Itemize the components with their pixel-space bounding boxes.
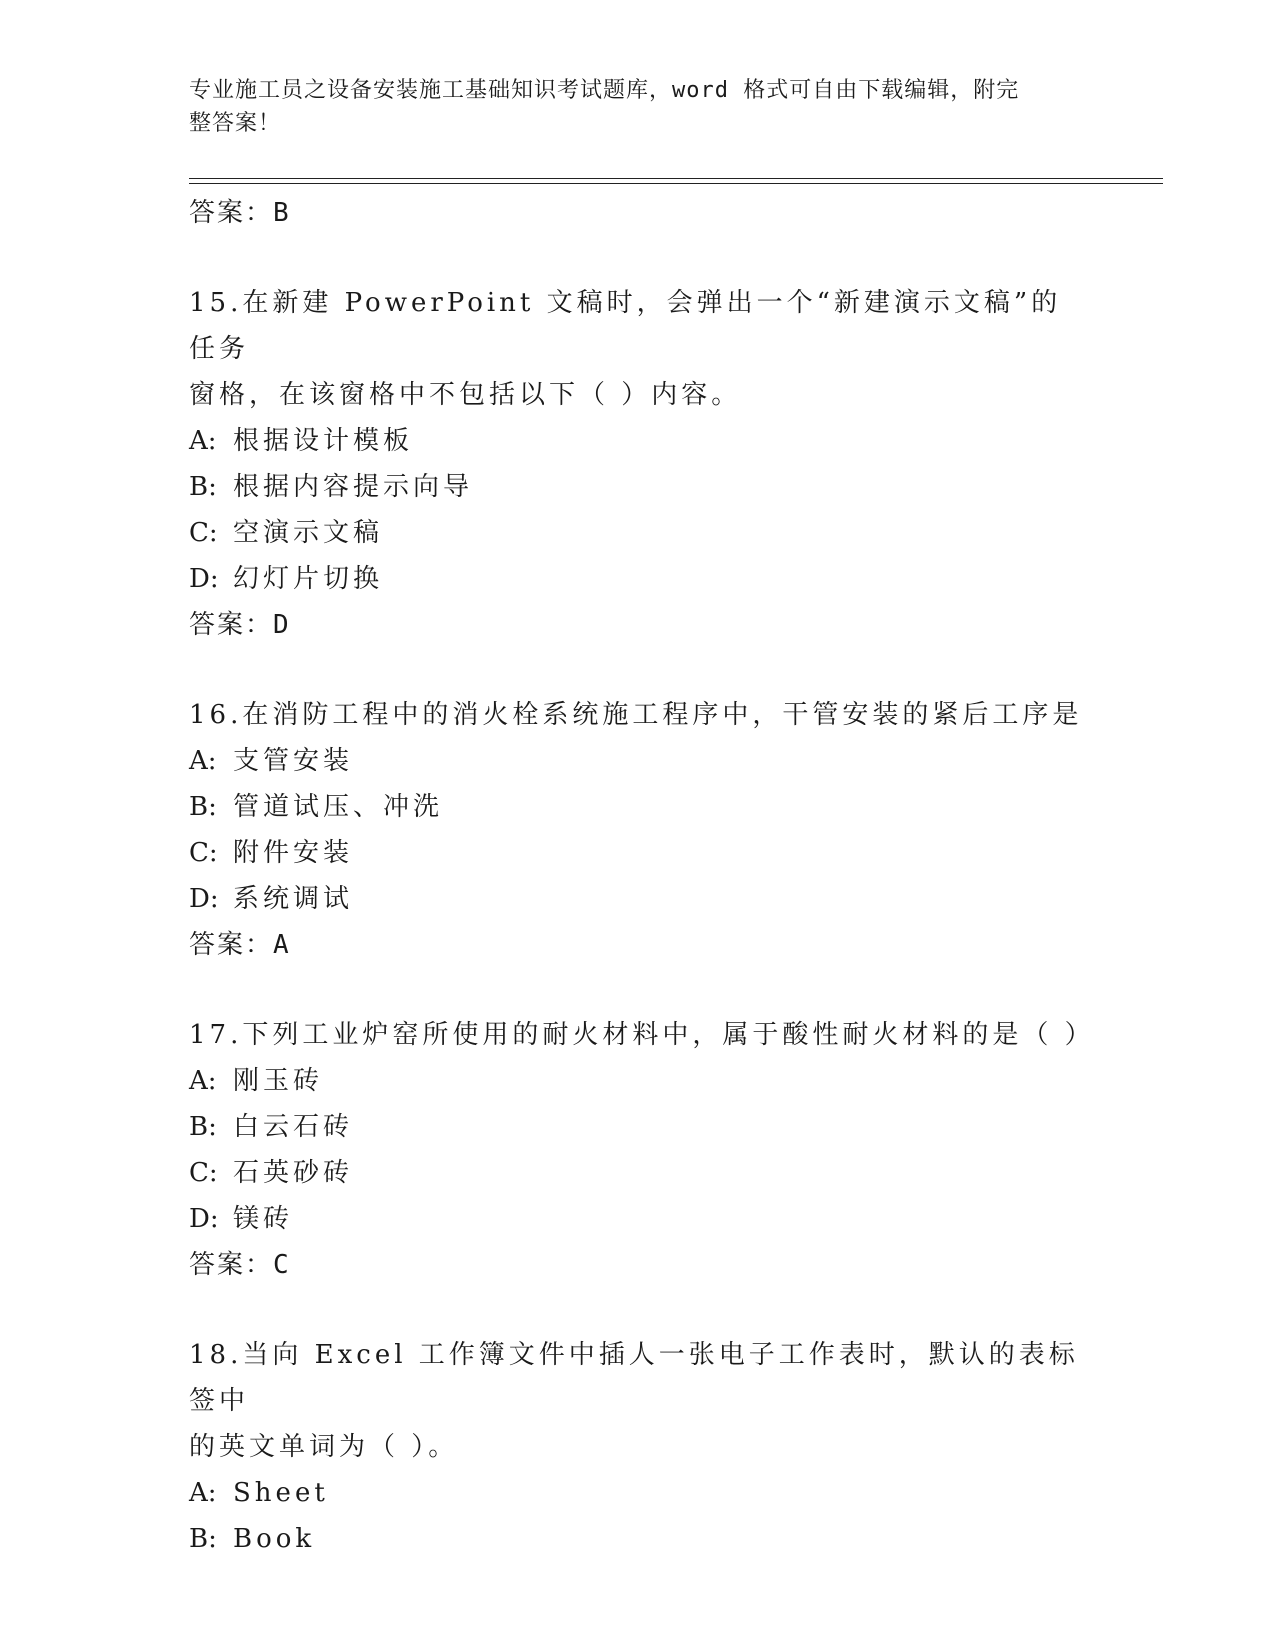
- option-letter: B:: [189, 472, 217, 502]
- answer-line: [189, 1242, 1089, 1288]
- option-letter: B:: [189, 1524, 217, 1554]
- option-letter: A:: [189, 746, 217, 776]
- answer-line: [189, 922, 1089, 968]
- option-d: [189, 556, 1089, 602]
- option-text: 镁砖: [233, 1204, 294, 1234]
- option-letter: D:: [189, 564, 219, 594]
- answer-label: 答案：: [189, 1250, 274, 1280]
- option-b: [189, 1104, 1089, 1150]
- question-18: [189, 1332, 1089, 1562]
- option-letter: D:: [189, 884, 219, 914]
- option-c: [189, 1150, 1089, 1196]
- option-letter: D:: [189, 1204, 219, 1234]
- option-text: 刚玉砖: [233, 1066, 324, 1096]
- document-header: [189, 74, 1089, 140]
- option-text: 白云石砖: [233, 1112, 354, 1142]
- answer-label: 答案：: [189, 610, 274, 640]
- option-b: [189, 464, 1089, 510]
- option-letter: B:: [189, 792, 217, 822]
- option-text: 石英砂砖: [233, 1158, 354, 1188]
- question-text-line: 17.下列工业炉窑所使用的耐火材料中，属于酸性耐火材料的是（ ）: [189, 1020, 1095, 1050]
- option-a: [189, 418, 1089, 464]
- answer-line-14: [189, 190, 1089, 236]
- answer-line: [189, 602, 1089, 648]
- option-text: 根据内容提示向导: [233, 472, 474, 502]
- answer-value: B: [273, 198, 291, 228]
- answer-value: D: [273, 610, 291, 640]
- option-text: Book: [233, 1524, 316, 1554]
- question-16: [189, 692, 1089, 968]
- answer-label: 答案：: [189, 930, 274, 960]
- option-letter: A:: [189, 426, 217, 456]
- option-text: 根据设计模板: [233, 426, 414, 456]
- option-letter: C:: [189, 1158, 218, 1188]
- option-b: [189, 784, 1089, 830]
- question-text-line: 18.当向 Excel 工作簿文件中插人一张电子工作表时，默认的表标签中: [189, 1340, 1079, 1416]
- option-a: [189, 1058, 1089, 1104]
- question-list: [189, 190, 1095, 1562]
- option-letter: C:: [189, 838, 218, 868]
- question-text-line: 15.在新建 PowerPoint 文稿时，会弹出一个“新建演示文稿”的任务: [189, 288, 1062, 364]
- question-text-line: 的英文单词为（ ）。: [189, 1432, 459, 1462]
- answer-value: C: [273, 1250, 291, 1280]
- question-text-line: 窗格，在该窗格中不包括以下（ ）内容。: [189, 380, 742, 410]
- option-letter: A:: [189, 1478, 217, 1508]
- option-letter: A:: [189, 1066, 217, 1096]
- header-line-2: 整答案！: [189, 111, 282, 136]
- option-text: 附件安装: [233, 838, 354, 868]
- option-a: [189, 1470, 1089, 1516]
- option-text: 支管安装: [233, 746, 354, 776]
- answer-label: 答案：: [189, 198, 274, 228]
- option-text: 管道试压、冲洗: [233, 792, 444, 822]
- question-17: [189, 1012, 1095, 1288]
- header-divider: [189, 178, 1163, 184]
- option-letter: B:: [189, 1112, 217, 1142]
- header-line-1: 专业施工员之设备安装施工基础知识考试题库，word 格式可自由下载编辑，附完: [189, 78, 1020, 103]
- option-a: [189, 738, 1089, 784]
- option-text: 幻灯片切换: [233, 564, 384, 594]
- option-c: [189, 510, 1089, 556]
- question-15: [189, 280, 1089, 648]
- option-c: [189, 830, 1089, 876]
- question-text-line: 16.在消防工程中的消火栓系统施工程序中，干管安装的紧后工序是: [189, 700, 1083, 730]
- option-letter: C:: [189, 518, 218, 548]
- option-text: Sheet: [233, 1478, 329, 1508]
- option-text: 系统调试: [233, 884, 354, 914]
- option-text: 空演示文稿: [233, 518, 384, 548]
- option-d: [189, 1196, 1089, 1242]
- option-b: [189, 1516, 1089, 1562]
- option-d: [189, 876, 1089, 922]
- answer-value: A: [273, 930, 291, 960]
